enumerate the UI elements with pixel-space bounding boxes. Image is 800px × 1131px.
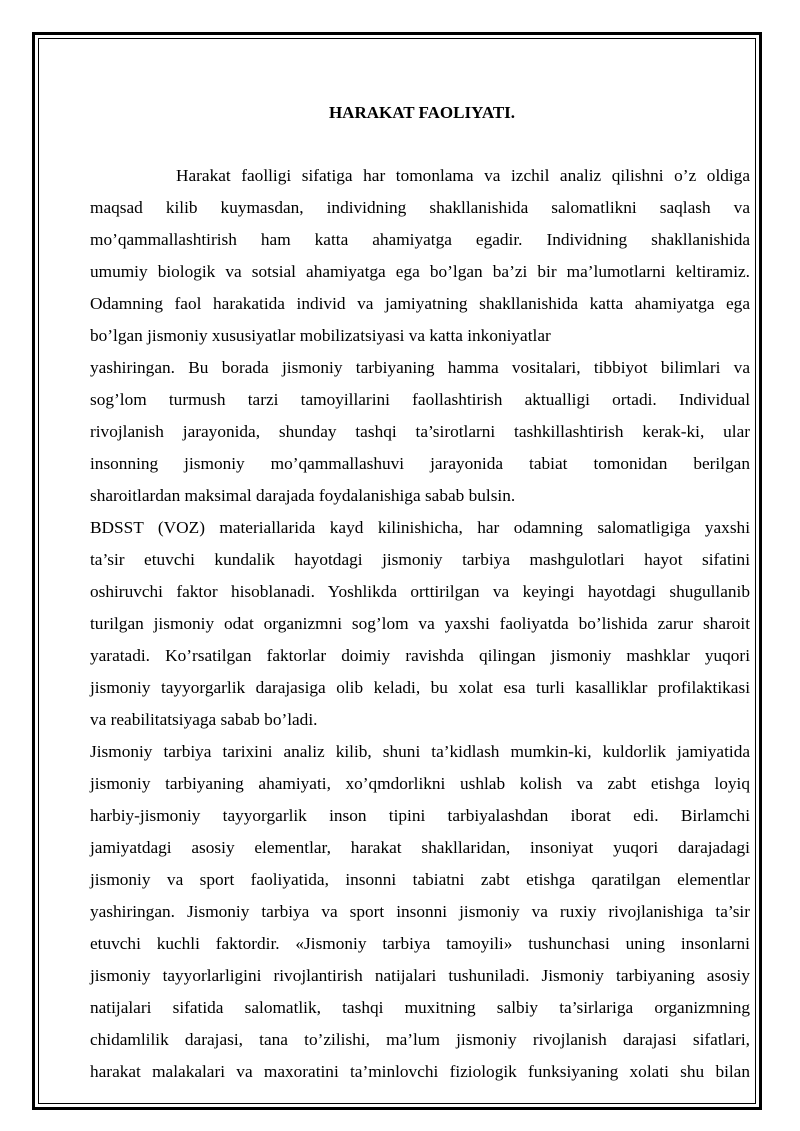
text-line: yashiringan. Bu borada jismoniy tarbiyaning hamma vositalari, tibbiyot bilimlari va xyxy=(90,358,750,377)
text-line: yashiringan. Jismoniy tarbiya va sport insonni jismoniy va ruxiy rivojlanishiga ta’sir xyxy=(90,902,750,921)
text-line: jismoniy tayyorgarlik darajasiga olib keladi, bu xolat esa turli kasalliklar profilaktikasi xyxy=(90,678,750,697)
document-title: HARAKAT FAOLIYATI. xyxy=(328,103,516,122)
text-line: harakat malakalari va maxoratini ta’minlovchi fiziologik funksiyaning xolati shu bilan xyxy=(90,1062,750,1081)
text-line: jismoniy tayyorlarligini rivojlantirish natijalari tushuniladi. Jismoniy tarbiyaning asosiy xyxy=(90,966,750,985)
text-line: chidamlilik darajasi, tana to’zilishi, ma’lum jismoniy rivojlanish darajasi sifatlari, xyxy=(90,1030,750,1049)
text-line: umumiy biologik va sotsial ahamiyatga ega bo’lgan ba’zi bir ma’lumotlarni keltiramiz. xyxy=(90,262,750,281)
text-line: mo’qammallashtirish ham katta ahamiyatga egadir. Individning shakllanishida xyxy=(90,230,750,249)
paragraph-1 xyxy=(90,160,750,512)
text-line: ta’sir etuvchi kundalik hayotdagi jismoniy tarbiya mashgulotlari hayot sifatini xyxy=(90,550,750,569)
text-line: oshiruvchi faktor hisoblanadi. Yoshlikda orttirilgan va keyingi hayotdagi shugullanib xyxy=(90,582,750,601)
text-line: rivojlanish jarayonida, shunday tashqi ta’sirotlarni tashkillashtirish kerak-ki, ular xyxy=(90,422,750,441)
text-line: harbiy-jismoniy tayyorgarlik inson tipini tarbiyalashdan iborat edi. Birlamchi xyxy=(90,806,750,825)
paragraph-3 xyxy=(90,736,750,1088)
text-line: bo’lgan jismoniy xususiyatlar mobilizatsiyasi va katta inkoniyatlar xyxy=(90,326,551,345)
text-line: jismoniy tarbiyaning ahamiyati, xo’qmdorlikni ushlab kolish va zabt etishga loyiq xyxy=(90,774,750,793)
text-line: Odamning faol harakatida individ va jamiyatning shakllanishida katta ahamiyatga ega xyxy=(90,294,750,313)
text-line: etuvchi kuchli faktordir. «Jismoniy tarbiya tamoyili» tushunchasi uning insonlarni xyxy=(90,934,750,953)
paragraph-2 xyxy=(90,512,750,736)
text-line: sharoitlardan maksimal darajada foydalanishiga sabab bulsin. xyxy=(90,486,516,505)
text-line: natijalari sifatida salomatlik, tashqi muxitning salbiy ta’sirlariga organizmning xyxy=(90,998,750,1017)
text-line: yaratadi. Ko’rsatilgan faktorlar doimiy ravishda qilingan jismoniy mashklar yuqori xyxy=(90,646,750,665)
text-line: Harakat faolligi sifatiga har tomonlama va izchil analiz qilishni o’z oldiga xyxy=(176,166,750,185)
document-body xyxy=(90,98,750,1088)
text-line: turilgan jismoniy odat organizmni sog’lom va yaxshi faoliyatda bo’lishida zarur sharoit xyxy=(90,614,750,633)
text-line: BDSST (VOZ) materiallarida kayd kilinishicha, har odamning salomatligiga yaxshi xyxy=(90,518,750,537)
text-line: maqsad kilib kuymasdan, individning shakllanishida salomatlikni saqlash va xyxy=(90,198,750,217)
text-line: va reabilitatsiyaga sabab bo’ladi. xyxy=(90,710,318,729)
text-line: Jismoniy tarbiya tarixini analiz kilib, shuni ta’kidlash mumkin-ki, kuldorlik jamiyatida xyxy=(90,742,750,761)
text-line: jismoniy va sport faoliyatida, insonni tabiatni zabt etishga qaratilgan elementlar xyxy=(90,870,750,889)
text-line: insonning jismoniy mo’qammallashuvi jarayonida tabiat tomonidan berilgan xyxy=(90,454,750,473)
text-line: jamiyatdagi asosiy elementlar, harakat shakllaridan, insoniyat yuqori darajadagi xyxy=(90,838,750,857)
text-line: sog’lom turmush tarzi tamoyillarini faollashtirish aktualligi ortadi. Individual xyxy=(90,390,750,409)
